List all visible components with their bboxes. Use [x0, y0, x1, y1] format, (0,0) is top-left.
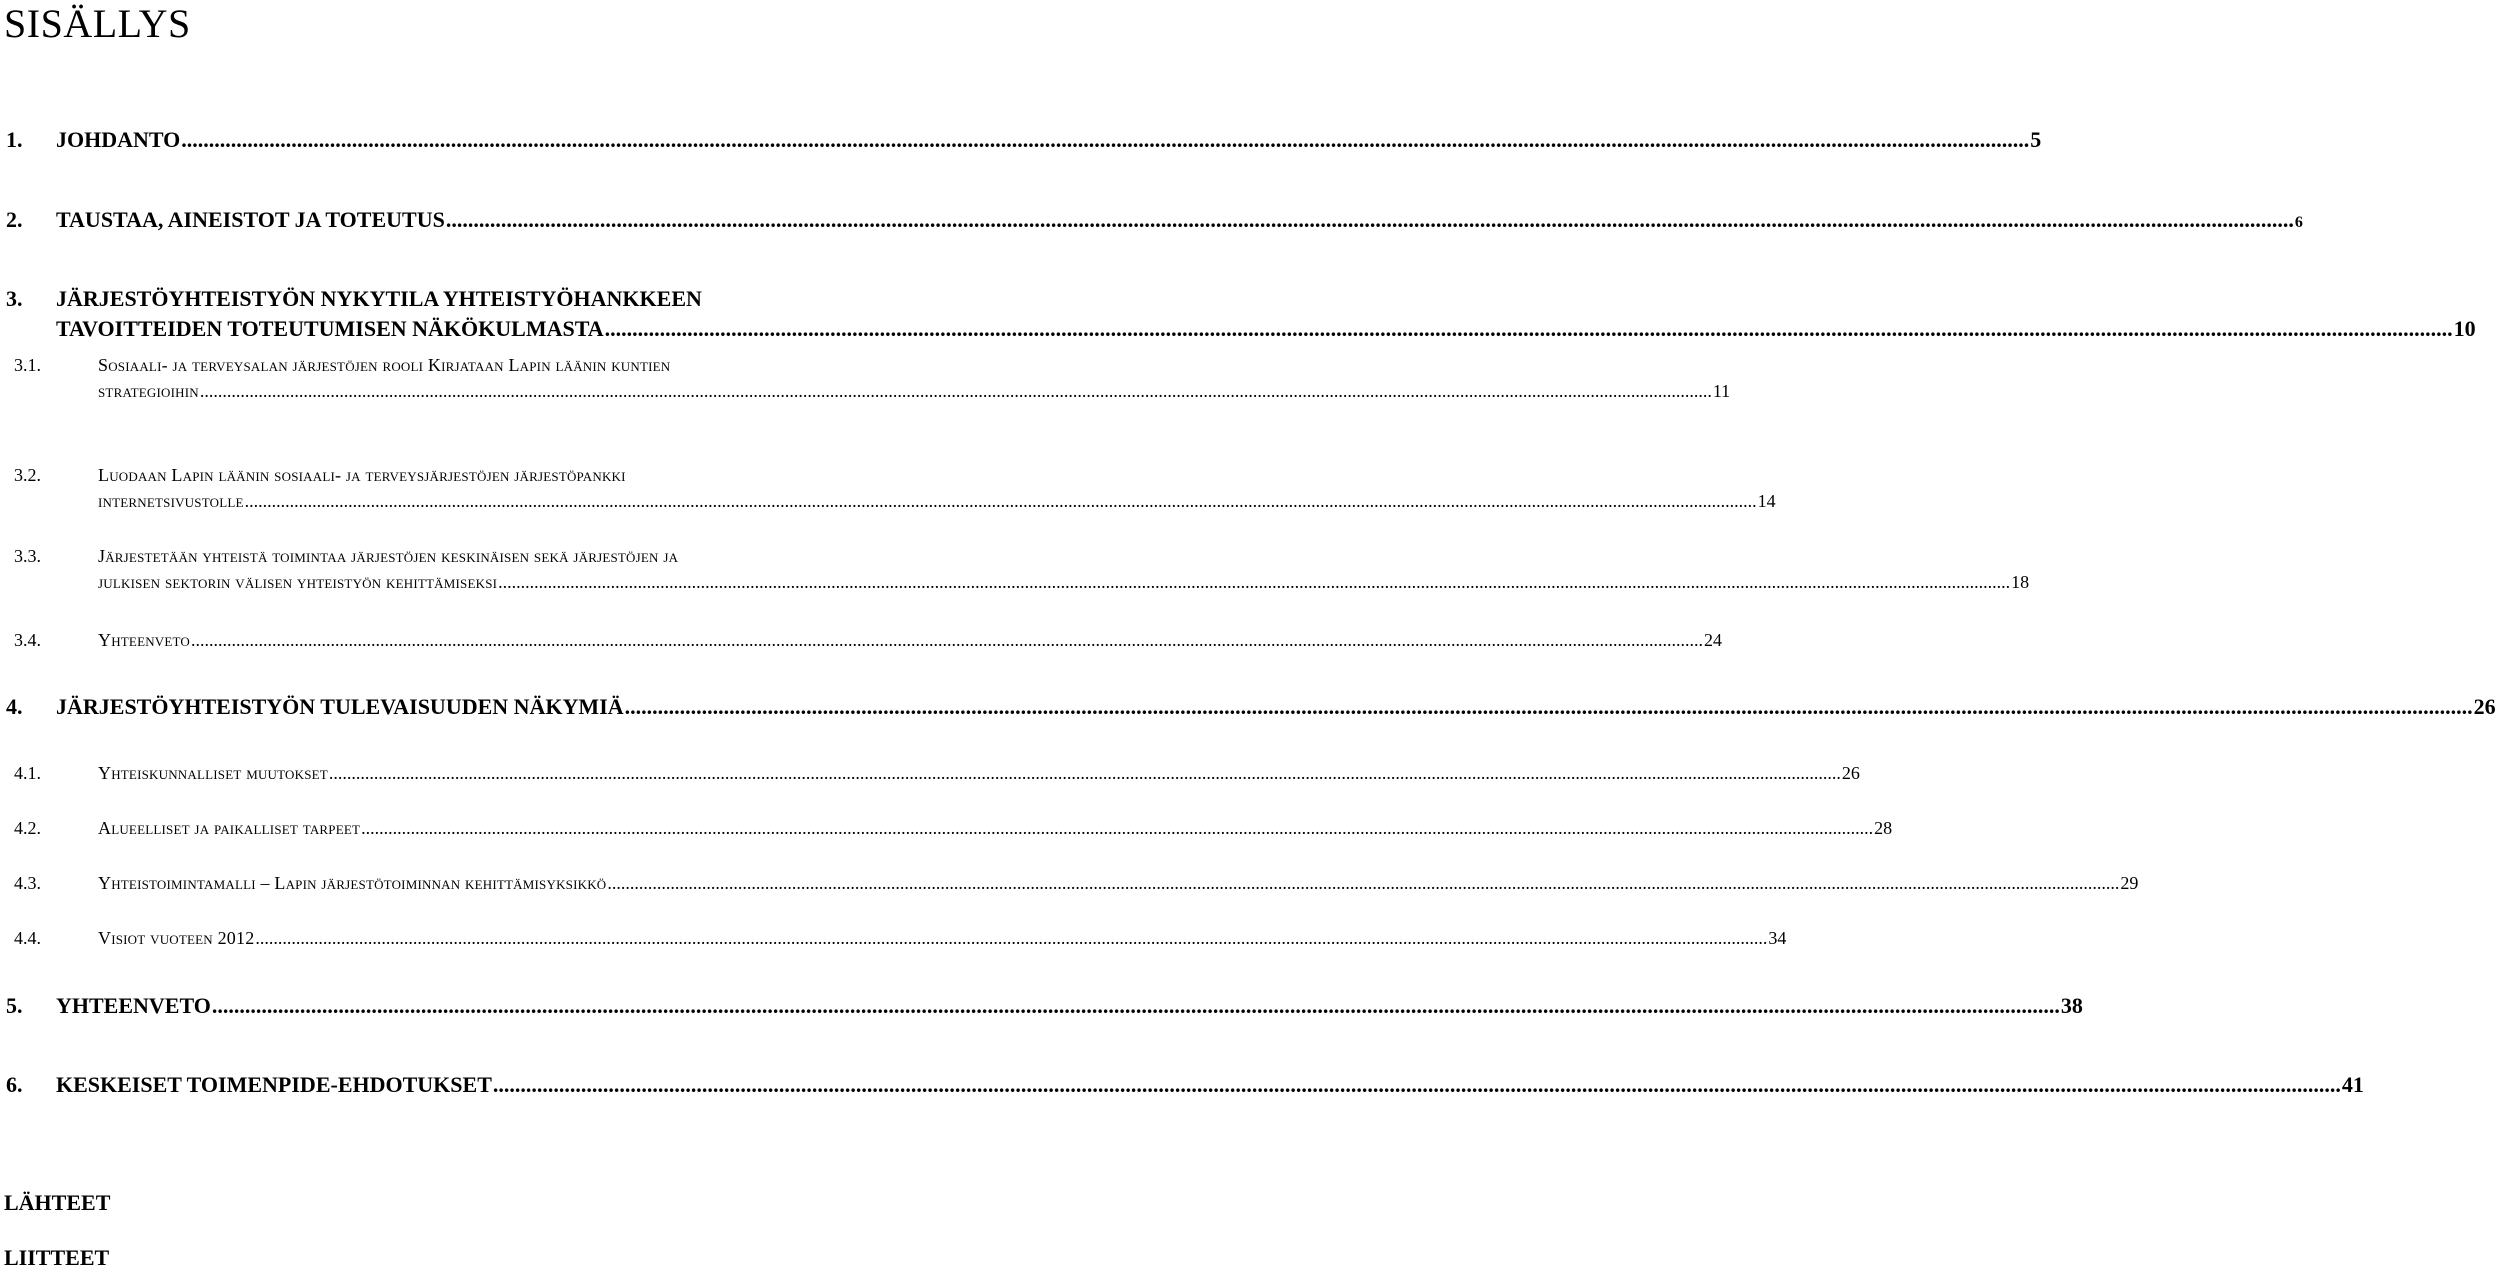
- toc-number: 3.3.: [14, 546, 41, 566]
- page-title: SISÄLLYS: [4, 1, 191, 46]
- toc-number: 4.: [6, 694, 23, 719]
- toc-leader-dots: [255, 928, 1767, 949]
- toc-leader-dots: [181, 127, 2029, 153]
- toc-leader-dots: [607, 873, 2119, 894]
- toc-entry-4-4[interactable]: [0, 928, 1787, 949]
- toc-title-line-2: strategioihin: [98, 381, 199, 401]
- toc-entry-1[interactable]: [0, 127, 2042, 153]
- toc-title-line-1: Luodaan Lapin läänin sosiaali- ja terveysjärjestöjen järjestöpankki: [98, 465, 626, 485]
- toc-title: Visiot vuoteen 2012: [98, 928, 255, 948]
- toc-entry-4-3[interactable]: [0, 873, 2139, 894]
- toc-entry-3-1[interactable]: [0, 355, 1731, 402]
- toc-page-number: 26: [2473, 694, 2496, 719]
- toc-page-number: 14: [1757, 491, 1776, 511]
- toc-title: YHTEENVETO: [56, 993, 211, 1018]
- toc-entry-6[interactable]: [0, 1072, 2364, 1098]
- toc-number: 4.1.: [14, 763, 41, 783]
- toc-page-number: 29: [2120, 873, 2139, 893]
- toc-title: KESKEISET TOIMENPIDE-EHDOTUKSET: [56, 1072, 492, 1097]
- toc-page-number: 11: [1712, 381, 1731, 401]
- toc-page-number: 6: [2294, 214, 2303, 231]
- toc-page-number: 26: [1841, 763, 1860, 783]
- toc-entry-4-1[interactable]: [0, 763, 1860, 784]
- toc-entry-4[interactable]: [0, 694, 2496, 720]
- toc-page-number: 10: [2453, 316, 2476, 341]
- toc-leader-dots: [625, 694, 2473, 720]
- toc-entry-5[interactable]: [0, 993, 2083, 1019]
- toc-page-number: 38: [2060, 993, 2083, 1018]
- toc-title: Yhteiskunnalliset muutokset: [98, 763, 328, 783]
- toc-leader-dots: [191, 630, 1703, 651]
- toc-leader-dots: [245, 491, 1757, 512]
- toc-number: 3.2.: [14, 465, 41, 485]
- toc-leader-dots: [361, 818, 1873, 839]
- toc-title-line-2: TAVOITTEIDEN TOTEUTUMISEN NÄKÖKULMASTA: [56, 316, 604, 341]
- toc-number: 2.: [6, 207, 23, 232]
- toc-entry-4-2[interactable]: [0, 818, 1893, 839]
- toc-title: Alueelliset ja paikalliset tarpeet: [98, 818, 361, 838]
- toc-entry-3-3[interactable]: [0, 546, 2030, 593]
- toc-leader-dots: [329, 763, 1841, 784]
- toc-page-number: 41: [2341, 1072, 2364, 1097]
- toc-page-number: 18: [2011, 572, 2030, 592]
- toc-number: 4.2.: [14, 818, 41, 838]
- toc-leader-dots: [212, 993, 2060, 1019]
- toc-number: 3.1.: [14, 355, 41, 375]
- toc-leader-dots: [493, 1072, 2341, 1098]
- toc-leader-dots: [446, 207, 2294, 233]
- toc-title: TAUSTAA, AINEISTOT JA TOTEUTUS: [56, 207, 445, 232]
- toc-number: 4.3.: [14, 873, 41, 893]
- toc-page-number: 24: [1704, 630, 1723, 650]
- toc-page-number: 34: [1768, 928, 1787, 948]
- toc-title-line-1: Sosiaali- ja terveysalan järjestöjen rooli Kirjataan Lapin läänin kuntien: [98, 355, 671, 375]
- toc-title: JÄRJESTÖYHTEISTYÖN TULEVAISUUDEN NÄKYMIÄ: [56, 694, 624, 719]
- toc-entry-2[interactable]: [0, 207, 2303, 233]
- toc-number: 6.: [6, 1072, 23, 1097]
- toc-number: 5.: [6, 993, 23, 1018]
- toc-leader-dots: [200, 381, 1712, 402]
- toc-title-line-2: julkisen sektorin välisen yhteistyön kehittämiseksi: [98, 572, 498, 592]
- toc-title-line-1: Järjestetään yhteistä toimintaa järjestöjen keskinäisen sekä järjestöjen ja: [98, 546, 679, 566]
- toc-entry-3-2[interactable]: [0, 465, 1776, 512]
- toc-title-line-2: internetsivustolle: [98, 491, 244, 511]
- toc-title-line-1: JÄRJESTÖYHTEISTYÖN NYKYTILA YHTEISTYÖHANKKEEN: [56, 286, 702, 311]
- toc-page-number: 5: [2030, 127, 2042, 152]
- toc-entry-liitteet[interactable]: LIITTEET: [4, 1245, 110, 1270]
- toc-number: 3.4.: [14, 630, 41, 650]
- toc-entry-3-4[interactable]: [0, 630, 1723, 651]
- toc-title: Yhteenveto: [98, 630, 191, 650]
- toc-entry-lahteet[interactable]: LÄHTEET: [4, 1190, 111, 1215]
- toc-number: 1.: [6, 127, 23, 152]
- toc-title: JOHDANTO: [56, 127, 181, 152]
- toc-number: 4.4.: [14, 928, 41, 948]
- toc-page-number: 28: [1874, 818, 1893, 838]
- toc-entry-3[interactable]: [0, 286, 2476, 342]
- toc-leader-dots: [498, 572, 2010, 593]
- toc-number: 3.: [6, 286, 23, 311]
- toc-title: Yhteistoimintamalli – Lapin järjestötoiminnan kehittämisyksikkö: [98, 873, 607, 893]
- toc-leader-dots: [605, 316, 2453, 342]
